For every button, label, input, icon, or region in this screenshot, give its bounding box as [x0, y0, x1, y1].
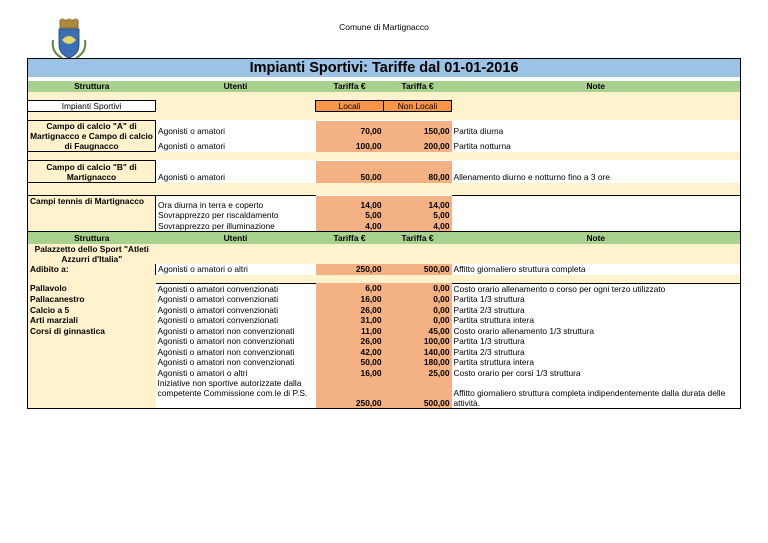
cell-utenti: Agonisti o amatori non convenzionati: [157, 346, 295, 357]
cell-locali: 6,00: [316, 283, 384, 294]
cell-locali: 50,00: [316, 161, 384, 183]
table-row: [28, 378, 741, 409]
col-utenti: Utenti: [156, 81, 316, 92]
table-row: [28, 283, 741, 294]
tariff-table: [27, 58, 741, 409]
cell-note: Partita 2/3 struttura: [452, 305, 741, 316]
table-row: [28, 305, 741, 316]
cell-utenti: Agonisti o amatori non convenzionati: [157, 357, 295, 367]
table-row: [28, 121, 741, 137]
cell-note: Affitto giornaliero struttura completa indipendentemente dalla durata delle attività.: [452, 378, 741, 409]
column-header-row: [28, 81, 741, 92]
cell-note: Partita 1/3 struttura: [452, 294, 741, 305]
title-row: [28, 59, 741, 78]
cell-locali: 31,00: [316, 315, 384, 326]
cell-utenti: Sovrapprezzo per illuminazione: [158, 220, 275, 231]
col-struttura-2: Struttura: [28, 232, 156, 245]
cell-non-locali: 180,00: [384, 357, 452, 368]
cell-note: Costo orario per corsi 1/3 struttura: [452, 368, 741, 379]
table-row: [28, 196, 741, 211]
col-tariffa-non-locali-2: Tariffa €: [384, 232, 452, 245]
cell-locali: 4,00: [316, 221, 384, 232]
tariff-sheet: [27, 58, 740, 409]
subheader-non-locali: Non Locali: [384, 100, 452, 112]
cell-non-locali: 150,00: [384, 121, 452, 137]
cell-utenti: Sovrapprezzo per riscaldamento: [158, 210, 279, 220]
cell-locali: 16,00: [316, 368, 384, 379]
cell-utenti: Agonisti o amatori: [158, 125, 226, 136]
table-row: [28, 244, 741, 264]
cell-utenti: Agonisti o amatori convenzionati: [157, 294, 279, 304]
table-row: [28, 264, 741, 275]
cell-locali: 70,00: [316, 121, 384, 137]
cell-locali: 11,00: [316, 326, 384, 337]
municipality-header: Comune di Martignacco: [339, 22, 429, 32]
palazzetto-use: Calcio a 5: [28, 305, 156, 316]
municipal-coat-of-arms-icon: [50, 18, 88, 62]
table-row: [28, 357, 741, 368]
palazzetto-use: Pallavolo: [28, 283, 156, 294]
cell-utenti: Agonisti o amatori o altri: [156, 264, 316, 275]
cell-utenti: Agonisti o amatori convenzionati: [156, 283, 316, 294]
cell-utenti: Agonisti o amatori: [158, 172, 226, 182]
cell-non-locali: 140,00: [384, 347, 452, 358]
cell-non-locali: 500,00: [384, 378, 452, 409]
section-campo-b: Campo di calcio "B" di Martignacco: [28, 161, 156, 183]
table-row: [28, 326, 741, 337]
cell-non-locali: 25,00: [384, 368, 452, 379]
cell-utenti: Agonisti o amatori non convenzionati: [157, 325, 295, 336]
col-struttura: Struttura: [28, 81, 156, 92]
cell-non-locali: 14,00: [384, 196, 452, 211]
cell-note: Partita 1/3 struttura: [452, 336, 741, 347]
cell-non-locali: 45,00: [384, 326, 452, 337]
cell-note: Partita struttura intera: [452, 357, 741, 368]
column-header-row-2: [28, 232, 741, 245]
section-tennis: Campi tennis di Martignacco: [28, 196, 156, 232]
palazzetto-use: Corsi di ginnastica: [28, 326, 156, 337]
cell-utenti: Iniziative non sportive autorizzate dalla competente Commissione com.le di P.S.: [156, 378, 316, 409]
palazzetto-use: Arti marziali: [28, 315, 156, 326]
cell-locali: 16,00: [316, 294, 384, 305]
cell-non-locali: 4,00: [384, 221, 452, 232]
subheader-row: [28, 100, 741, 112]
table-row: [28, 368, 741, 379]
cell-non-locali: 100,00: [384, 336, 452, 347]
table-row: [28, 336, 741, 347]
col-tariffa-locali: Tariffa €: [316, 81, 384, 92]
cell-note: [452, 221, 741, 232]
cell-locali: 50,00: [316, 357, 384, 368]
table-row: [28, 347, 741, 358]
cell-locali: 250,00: [316, 378, 384, 409]
cell-note: Partita diurna: [452, 121, 741, 137]
cell-utenti: Agonisti o amatori convenzionati: [157, 304, 279, 315]
section-palazzetto: Palazzetto dello Sport "Atleti Azzurri d'Italia": [28, 244, 156, 264]
col-tariffa-locali-2: Tariffa €: [316, 232, 384, 245]
cell-note: [452, 210, 741, 221]
table-row: [28, 294, 741, 305]
col-utenti-2: Utenti: [156, 232, 316, 245]
subheader-label: Impianti Sportivi: [28, 100, 156, 112]
cell-note: Affitto giornaliero struttura completa: [452, 264, 741, 275]
cell-locali: 5,00: [316, 210, 384, 221]
cell-note: Allenamento diurno e notturno fino a 3 ore: [452, 161, 741, 183]
cell-utenti: Agonisti o amatori o altri: [157, 367, 248, 378]
cell-locali: 250,00: [316, 264, 384, 275]
cell-locali: 26,00: [316, 336, 384, 347]
cell-locali: 14,00: [316, 196, 384, 211]
cell-note: Partita struttura intera: [452, 315, 741, 326]
cell-non-locali: 80,00: [384, 161, 452, 183]
col-tariffa-non-locali: Tariffa €: [384, 81, 452, 92]
palazzetto-adibito: Adibito a:: [28, 264, 156, 275]
cell-utenti: Ora diurna in terra e coperto: [156, 196, 316, 211]
cell-note: [452, 196, 741, 211]
cell-non-locali: 0,00: [384, 283, 452, 294]
col-note: Note: [452, 81, 741, 92]
page-title: Impianti Sportivi: Tariffe dal 01-01-2016: [28, 59, 741, 78]
cell-utenti: Agonisti o amatori: [158, 141, 226, 151]
cell-note: Partita 2/3 struttura: [452, 347, 741, 358]
subheader-locali: Locali: [316, 100, 384, 112]
cell-utenti: Agonisti o amatori convenzionati: [157, 315, 279, 325]
cell-non-locali: 500,00: [384, 264, 452, 275]
section-campo-a: Campo di calcio "A" di Martignacco e Campo di calcio di Faugnacco: [28, 121, 156, 152]
cell-note: Costo orario allenamento o corso per ogni terzo utilizzato: [452, 283, 741, 294]
palazzetto-use: Pallacanestro: [28, 294, 156, 305]
cell-non-locali: 0,00: [384, 294, 452, 305]
table-row: [28, 315, 741, 326]
col-note-2: Note: [452, 232, 741, 245]
cell-non-locali: 0,00: [384, 305, 452, 316]
table-row: [28, 161, 741, 183]
cell-utenti: Agonisti o amatori non convenzionati: [157, 336, 295, 346]
cell-locali: 42,00: [316, 347, 384, 358]
cell-non-locali: 5,00: [384, 210, 452, 221]
cell-locali: 26,00: [316, 305, 384, 316]
cell-non-locali: 200,00: [384, 136, 452, 152]
cell-locali: 100,00: [316, 136, 384, 152]
cell-note: Costo orario allenamento 1/3 struttura: [452, 326, 741, 337]
cell-non-locali: 0,00: [384, 315, 452, 326]
cell-note: Partita notturna: [452, 136, 741, 152]
